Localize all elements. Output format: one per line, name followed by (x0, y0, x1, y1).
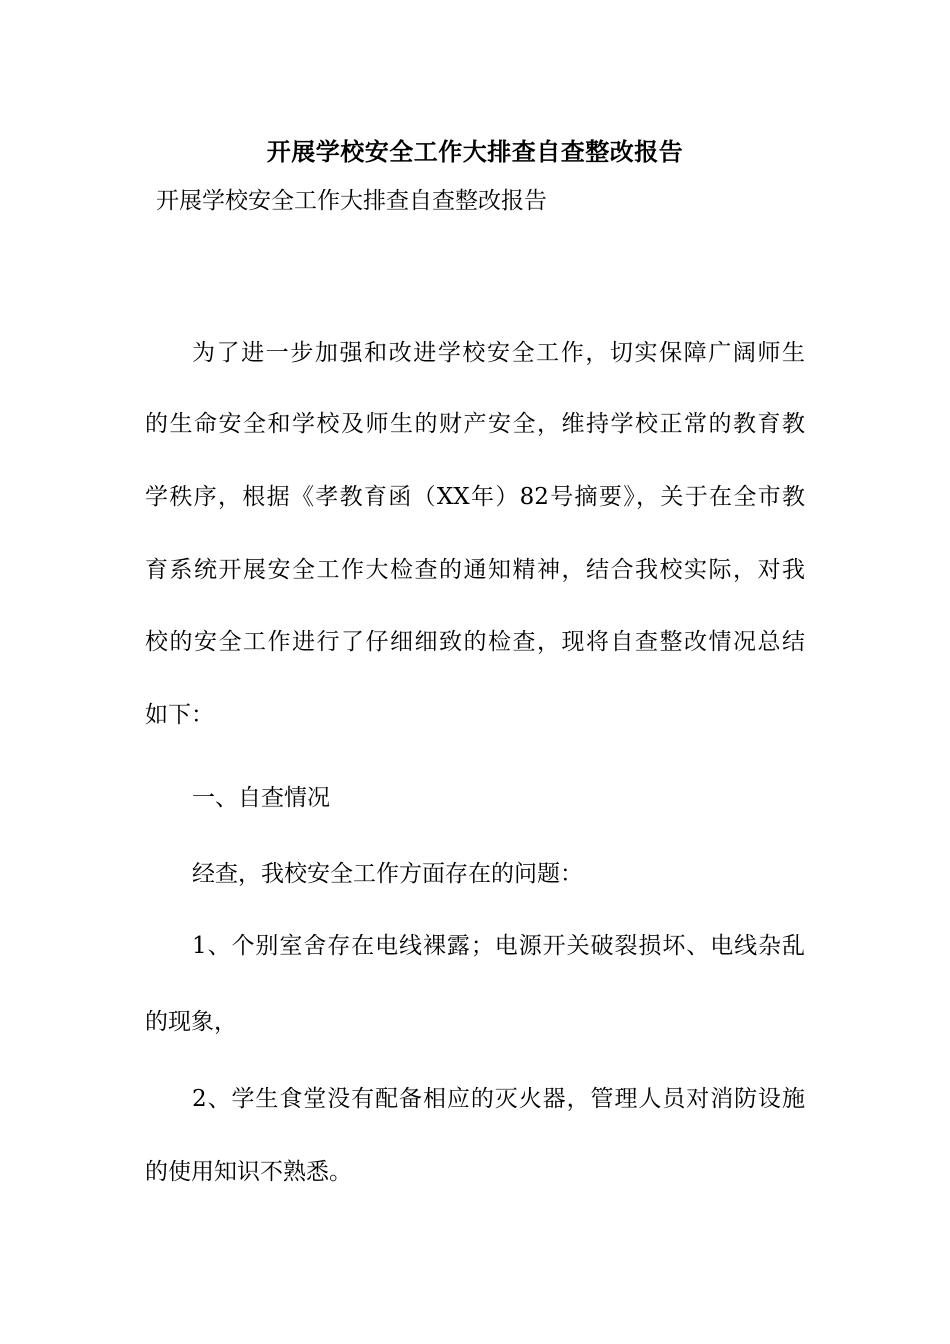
document-title: 开展学校安全工作大排查自查整改报告 (266, 138, 684, 166)
list-item-line: 2、学生食堂没有配备相应的灭火器，管理人员对消防设施 (192, 1086, 805, 1112)
list-item-line: 的现象， (145, 1009, 237, 1035)
paragraph-line: 的生命安全和学校及师生的财产安全，维持学校正常的教育教 (145, 411, 805, 437)
paragraph-line: 学秩序，根据《孝教育函（XX年）82号摘要》，关于在全市教 (145, 484, 805, 510)
paragraph-line: 校的安全工作进行了仔细细致的检查，现将自查整改情况总结 (145, 629, 805, 655)
paragraph-line: 育系统开展安全工作大检查的通知精神，结合我校实际，对我 (145, 557, 805, 583)
list-item-line: 1、个别室舍存在电线裸露；电源开关破裂损坏、电线杂乱 (192, 933, 805, 959)
paragraph-line: 如下： (145, 702, 214, 728)
section-heading: 一、自查情况 (192, 785, 330, 811)
paragraph-line: 为了进一步加强和改进学校安全工作，切实保障广阔师生 (192, 340, 805, 366)
document-subtitle: 开展学校安全工作大排查自查整改报告 (156, 188, 547, 214)
section-intro: 经查，我校安全工作方面存在的问题： (192, 861, 583, 887)
list-item-line: 的使用知识不熟悉。 (145, 1159, 352, 1185)
